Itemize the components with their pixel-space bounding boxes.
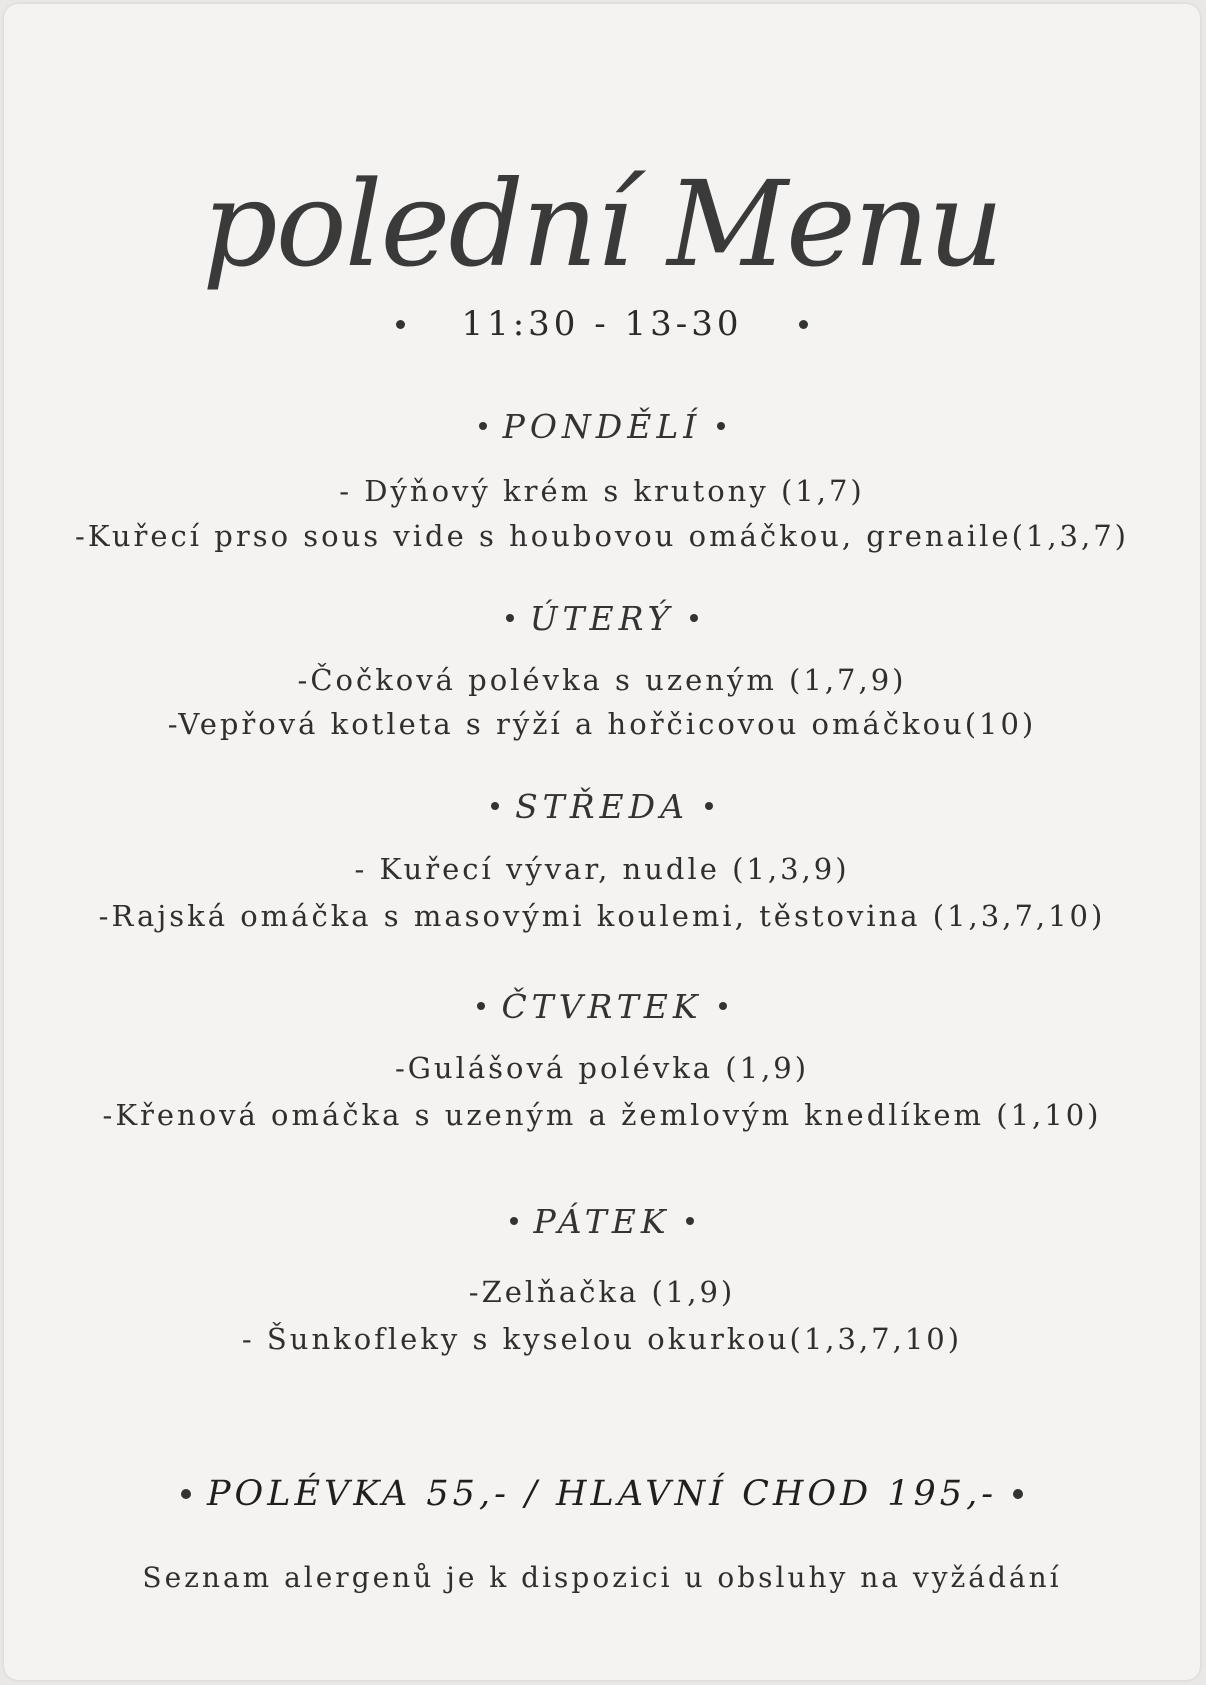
day-name: PÁTEK: [533, 1201, 671, 1241]
bullet-dot: [491, 802, 499, 810]
bullet-dot: [705, 802, 713, 810]
hours-text: 11:30 - 13-30: [461, 304, 743, 344]
menu-item-main: -Křenová omáčka s uzeným a žemlovým knedlíkem (1,10): [102, 1098, 1102, 1132]
day-name: PONDĚLÍ: [502, 406, 702, 446]
bullet-dot: [181, 1489, 191, 1499]
menu-item-soup: - Dýňový krém s krutony (1,7): [339, 474, 865, 508]
menu-item-soup: -Zelňačka (1,9): [468, 1275, 736, 1309]
menu-item-main: -Kuřecí prso sous vide s houbovou omáčkou, grenaile(1,3,7): [75, 519, 1129, 553]
day-heading-thursday: [4, 980, 1200, 1032]
day-name: ČTVRTEK: [501, 986, 703, 1026]
price-text: POLÉVKA 55,- / HLAVNÍ CHOD 195,-: [206, 1474, 998, 1514]
day-heading-monday: [4, 400, 1200, 452]
menu-item-main: - Šunkofleky s kyselou okurkou(1,3,7,10): [241, 1322, 963, 1356]
bullet-dot: [686, 1217, 694, 1225]
bullet-dot: [506, 614, 514, 622]
day-name: ÚTERÝ: [529, 598, 675, 638]
price-line: [4, 1466, 1200, 1522]
bullet-dot: [717, 422, 725, 430]
menu-item-soup: -Gulášová polévka (1,9): [394, 1051, 810, 1085]
menu-item-soup: - Kuřecí vývar, nudle (1,3,9): [354, 852, 850, 886]
bullet-dot: [396, 320, 405, 329]
bullet-dot: [719, 1002, 727, 1010]
day-name: STŘEDA: [515, 786, 689, 826]
bullet-dot: [799, 320, 808, 329]
menu-item-soup: -Čočková polévka s uzeným (1,7,9): [297, 663, 907, 697]
opening-hours: [4, 294, 1200, 354]
menu-item-main: -Rajská omáčka s masovými koulemi, těstovina (1,3,7,10): [98, 899, 1106, 933]
bullet-dot: [477, 1002, 485, 1010]
bullet-dot: [1013, 1489, 1023, 1499]
menu-title: polední Menu: [202, 155, 1002, 293]
bullet-dot: [479, 422, 487, 430]
day-heading-friday: [4, 1195, 1200, 1247]
menu-card: [4, 4, 1200, 1680]
bullet-dot: [690, 614, 698, 622]
bullet-dot: [510, 1217, 518, 1225]
day-heading-wednesday: [4, 780, 1200, 832]
menu-item-main: -Vepřová kotleta s rýží a hořčicovou omáčkou(10): [167, 707, 1037, 741]
allergen-note: Seznam alergenů je k dispozici u obsluhy na vyžádání: [142, 1561, 1062, 1594]
day-heading-tuesday: [4, 592, 1200, 644]
